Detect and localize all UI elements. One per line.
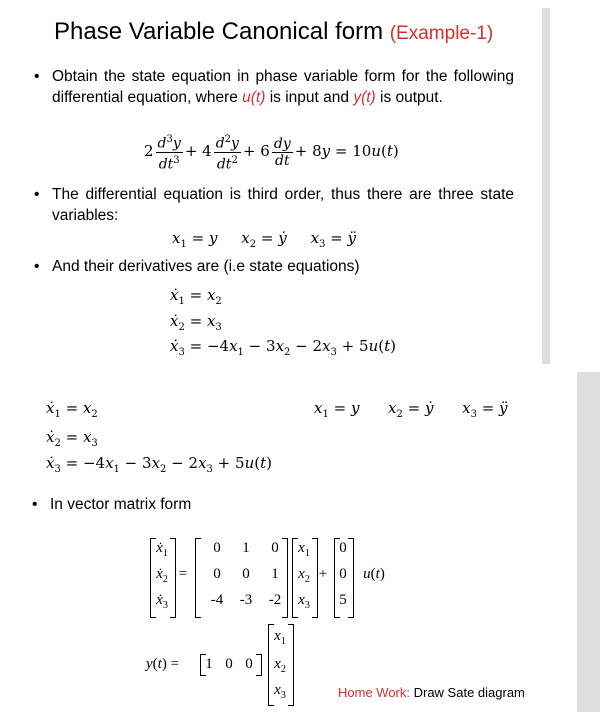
- A-cell: 0: [271, 540, 279, 556]
- C-cell: 1: [205, 656, 213, 672]
- title-text: Phase Variable Canonical form: [54, 18, 384, 45]
- state-eq-1: ẋ$_1$ = $x_2$: [170, 286, 222, 307]
- slide-1: [22, 8, 542, 364]
- bullet-2: • The differential equation is third order, thus there are three state variables:: [34, 186, 514, 224]
- slide-title: [54, 18, 493, 46]
- bullet-3: • And their derivatives are (i.e state equations): [34, 258, 360, 275]
- A-cell: 1: [242, 540, 250, 556]
- s2-state-eq-1: ẋ$_1$ = $x_2$: [46, 399, 98, 420]
- A-cell: 0: [242, 566, 250, 582]
- differential-equation: 2 $\frac{d^3y}{dt^3}$ + 4 $\frac{d^2y}{dt^2}$ + 6 $\frac{dy}{dt}$ + 8y = 10u(t): [144, 134, 399, 173]
- bullet-1: • Obtain the state equation in phase variable form for the following differential equation, where u(t) is input and y(t) is output.: [34, 68, 514, 106]
- homework-text: Draw Sate diagram: [410, 685, 525, 700]
- A-cell: -3: [239, 592, 253, 608]
- A-matrix-left: [195, 538, 201, 618]
- x3: $x_3$: [298, 592, 310, 611]
- slide2-gray-border: [577, 372, 600, 712]
- input-u: u(t): [242, 89, 266, 106]
- state-eq-2: ẋ$_2$ = $x_3$: [170, 312, 222, 333]
- C-cell: 0: [245, 656, 253, 672]
- A-cell: 0: [213, 540, 221, 556]
- slide-2: ẋ$_1$ = $x_2$ ẋ$_2$ = $x_3$ ẋ$_3$ = $-4x_1 - 3x_2 - 2x_3 + 5u(t)$ $x_1 = y$ $x_2$ = ẏ $x_3$ = ÿ • In vector matrix form ẋ$_1$ ẋ$_2$ ẋ$_3$ = 0 1 0 0 0 1 -4 -3 -2 $x_1$ $x_2$ $x_3$ + 0 0 5 u(t) y(t) = 1 0 0 $x_1$ $x_2$ $x_3$ Home Work: Draw Sate diagram: [22, 372, 577, 712]
- bullet-dot: •: [34, 68, 40, 85]
- B-cell: 0: [339, 540, 347, 556]
- state-eq-3: ẋ$_3$ = $-4x_1 - 3x_2 - 2x_3 + 5u(t)$: [170, 337, 396, 358]
- x1: $x_1$: [298, 540, 310, 559]
- xdot2: ẋ$_2$: [156, 566, 168, 585]
- slide1-gray-border: [542, 8, 550, 364]
- A-cell: 1: [271, 566, 279, 582]
- homework-label: Home Work:: [338, 685, 410, 700]
- A-cell: -4: [210, 592, 224, 608]
- s2-state-eq-2: ẋ$_2$ = $x_3$: [46, 428, 98, 449]
- C-cell: 0: [225, 656, 233, 672]
- xdot1: ẋ$_1$: [156, 540, 168, 559]
- title-example-tag: (Example-1): [389, 23, 494, 44]
- s2-state-eq-3: ẋ$_3$ = $-4x_1 - 3x_2 - 2x_3 + 5u(t)$: [46, 454, 272, 475]
- s2-bullet: • In vector matrix form: [32, 496, 192, 513]
- B-cell: 0: [339, 566, 347, 582]
- state-variables-def: $x_1 = y$ $x_2$ = ẏ $x_3$ = ÿ: [172, 229, 356, 250]
- s2-state-variables-def: $x_1 = y$ $x_2$ = ẏ $x_3$ = ÿ: [314, 399, 508, 420]
- homework-note: [338, 685, 525, 700]
- output-y: y(t): [353, 89, 376, 106]
- xdot3: ẋ$_3$: [156, 592, 168, 611]
- B-cell: 5: [339, 592, 347, 608]
- x2: $x_2$: [298, 566, 310, 585]
- A-cell: -2: [268, 592, 282, 608]
- u-t: u(t): [363, 566, 385, 582]
- A-cell: 0: [213, 566, 221, 582]
